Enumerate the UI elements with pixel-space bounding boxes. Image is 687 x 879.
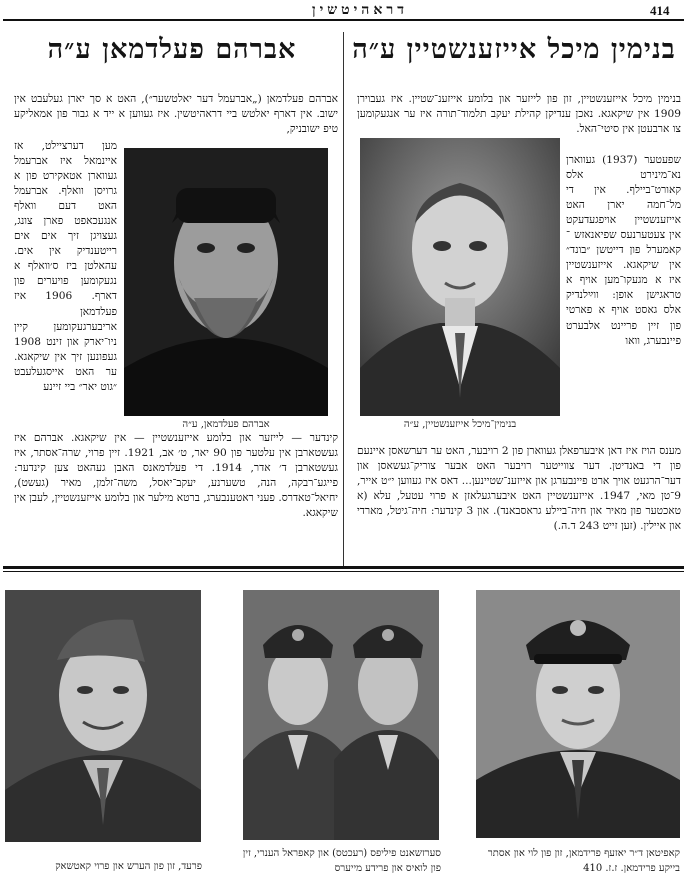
page-number: 414 xyxy=(650,3,670,18)
photo-caption-captain-friedman: קאפיטאן ד״ר יאזעף פרידמאן, זון פון לוי און אסתר בייקע פרידמאן. ז.ז. 410 xyxy=(487,848,680,874)
article-text-feldman-bottom: קינדער — לייזער און בלומע אייזענשטיין — אין שיקאגא. אברהם איז געשטארבן אין עלטער פון 90 יאר, ט׳ אב, 1921. זיין פרוי, שרה־אסתר, איז געשטארבן ד׳ אדר, 1914. די פעלדמאנס האבן געהאט צען קינדער: פייגע־רבקה, הנה, טשערנע, יעקב־יאסל, משה־זלמן, מאיר (געשט), יחיאל־טאדרס. פעני ראטענבערג, ברטא מילער און בלומע אייזענשטיין, לעבן אין שיקאגא. xyxy=(14,432,339,520)
photo-caption-soldiers-meyers: סערזשאנט פיליפס (רעכטס) און קאפראל הענרי, זין פון לואיס און פרידע מייערס xyxy=(242,848,441,874)
article-text-feldman-mid: מען דערציילט, אז איינמאל איז אברעמל געווארן אטאקירט פון א גרויסן וואלף. אברעמל האט דעם וואלף אנגעכאפט פארן צונג, געצויגן זיך אים אים רייטענדיק אין אים. עהאלטן ביז ס׳וואלף א נגעקומען פויערים פון דארף. 1906 איז פעלדמאן אריבערגעקומען קיין ניו־יארק און זינט 1908 געפונען זיך אין שיקאגא. ער האט אייסגעלעבט ״גוט יאר״ ביי זיינע xyxy=(14,140,117,393)
column-divider xyxy=(343,32,344,567)
portrait-photo-soldiers-meyers xyxy=(243,590,439,840)
portrait-photo-soldier-fred xyxy=(5,590,201,842)
portrait-photo-feldman xyxy=(124,148,328,416)
section-rule xyxy=(3,566,684,569)
article-text-eisenstein-top: בנימין מיכל אייזענשטיין, זון פון לייזער און בלומע אייזענ־שטיין. איז געבוירן 1909 אין שיקאגא. נאכן ענדיקן קהילת יעקב תלמוד־תורה איז ער אנגעקומען צו ארבעטן אין סיטי־האל. xyxy=(357,93,681,136)
article-title-feldman: אברהם פעלדמאן ע״ה xyxy=(47,34,297,65)
page-header xyxy=(0,0,687,22)
photo-caption-feldman: אברהם פעלדמאן, ע״ה xyxy=(182,419,270,430)
header-rule xyxy=(3,19,684,21)
portrait-photo-eisenstein xyxy=(360,138,560,416)
article-text-eisenstein-bottom: מענס הויז איז דאן איבערפאלן געווארן פון 2 רויבער, האט ער דערשאסן איינעם פון די באנדיטן. דער צווייטער רויבער האט אבער צוריק־געשאסן און דער־הרגעט אויך ארט פיינבערגן און אייזענ־שטיינען... דאס איז געווען י״ט אייר, 9־טן מאי, 1947. אייזענשטיין האט איבערגעלאזן א פרוי עטעל, עלא (א טאכטער פון מאיר און חיה־ביילע גראסבאנד). און 3 קינדער: חיה־גיטל, מארדי און איילין. (זען זייט 243 ד.ה.) xyxy=(357,445,682,533)
article-text-feldman-top: אברהם פעלדמאן („אברעמל דער יאלטשער״), האט א סך יארן געלעבט אין ישוב. אין דארף יאלטש ביי דראהיטשין. איז געווען א ייד א גבור פון אמאליקע טיפ ישובניק, xyxy=(14,93,338,136)
portrait-photo-captain-friedman xyxy=(476,590,680,838)
section-rule-thin xyxy=(3,571,684,572)
running-head: דראהיטשין xyxy=(312,2,408,18)
photo-caption-eisenstein: בנימין־מיכל אייזענשטיין, ע״ה xyxy=(403,419,517,430)
article-text-eisenstein-mid: שפעטער (1937) געווארן נא־מינירט אלס קאורט־ביילף. אין די מל־חמה יארן האט אייזענשטיין אויפגעדעקט אין צעטערנעס שפיאנאזש ־ קאמערל פון דייטשן ״בונד״ אין שיקאגא. אייזענשטיין איז א מגעקו־מען אויף א טראגישן אופן: ווײַלנדיק אלס גאסט אויף א פארטי פון זיין פריינט אלבערט פיינבערג, וואו xyxy=(566,154,681,347)
article-title-eisenstein: בנימין מיכל אייזענשטיין ע״ה xyxy=(352,34,676,65)
photo-caption-soldier-fred: פרעד, זון פון הערש און פרוי קאטשאק xyxy=(55,861,202,872)
